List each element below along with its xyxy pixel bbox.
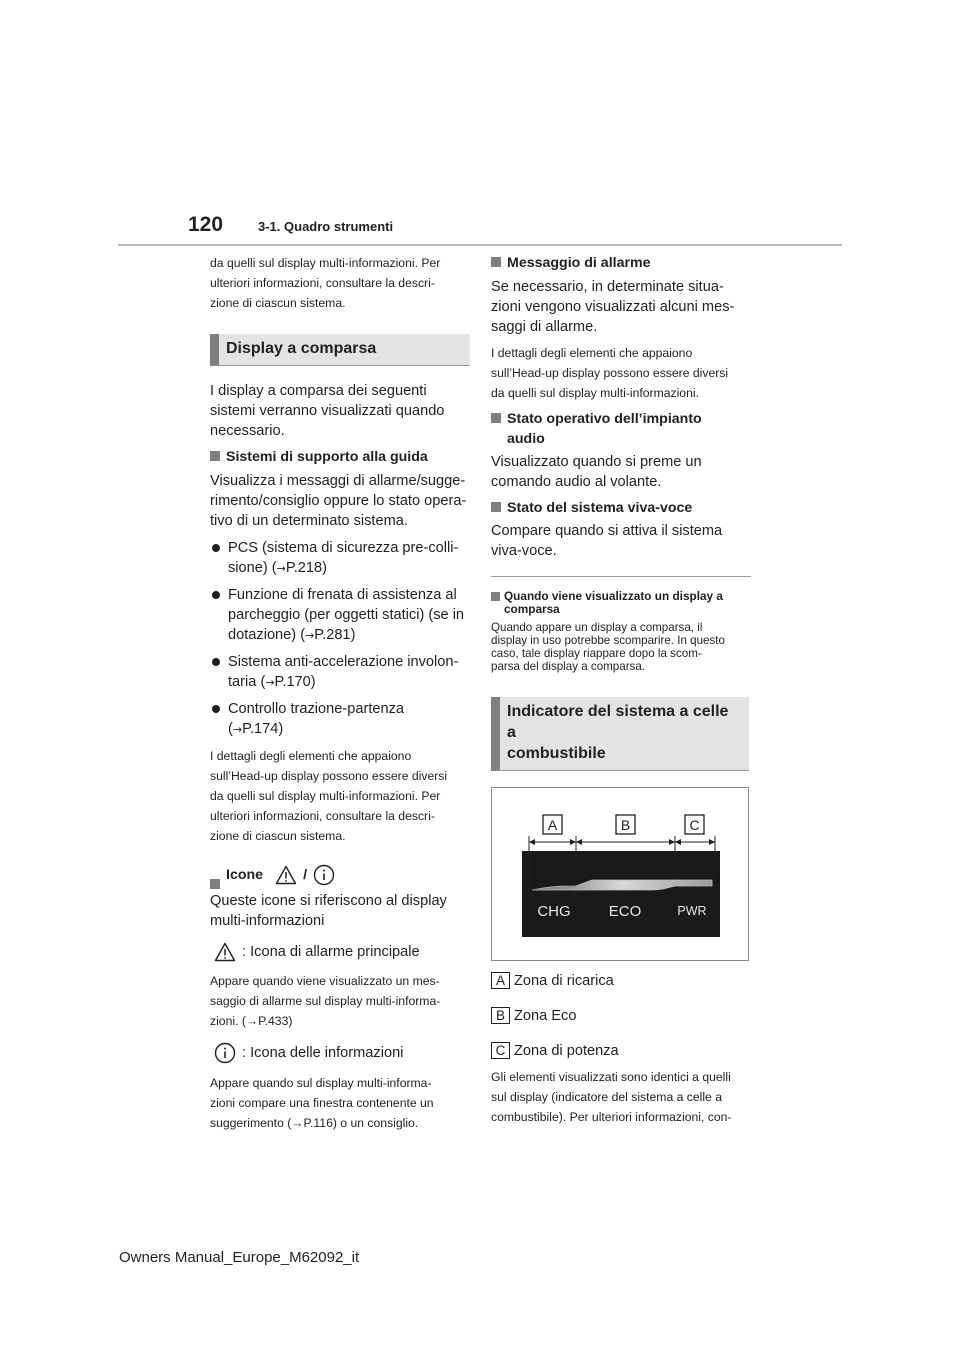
square-bullet-icon	[210, 447, 226, 467]
footer-manual-id: Owners Manual_Europe_M62092_it	[119, 1249, 360, 1266]
note-title: Quando viene visualizzato un display a comparsa	[491, 590, 751, 616]
warning-icon	[275, 865, 297, 885]
marker-a-label: A	[547, 817, 558, 833]
zone-a-marker: A	[491, 972, 510, 989]
support-description: Visualizza i messaggi di allarme/sugge- rimento/consiglio oppure lo stato opera- tivo di un determinato sistema.	[210, 473, 467, 529]
info-icon-legend: : Icona delle informazioni	[210, 1042, 470, 1064]
header-divider	[118, 244, 842, 246]
bullet-traction-control: Controllo trazione-partenza (→P.174)	[210, 699, 470, 740]
gauge-label-chg: CHG	[537, 903, 571, 920]
handsfree-description: Compare quando si attiva il sistema viva-voce.	[491, 523, 723, 559]
alarm-details-note: I dettagli degli elementi che appaiono sull’Head-up display possono essere diversi da quelli sul display multi-informazioni.	[491, 346, 729, 400]
section-title: 3-1. Quadro strumenti	[258, 219, 394, 234]
display-panel	[522, 851, 720, 937]
square-bullet-icon	[491, 590, 504, 616]
zone-b-marker: B	[491, 1007, 510, 1024]
bullet-dot-icon	[210, 585, 228, 646]
popup-description: I display a comparsa dei seguenti sistemi verranno visualizzati quando necessario.	[210, 383, 445, 439]
note-divider	[491, 576, 751, 577]
subheading-icons: Icone /	[210, 864, 470, 886]
square-bullet-icon	[491, 409, 507, 449]
fuel-cell-indicator-figure	[491, 787, 749, 961]
bullet-pcs: PCS (sistema di sicurezza pre-colli- sione) (→P.218)	[210, 538, 470, 579]
page-reference-link[interactable]: P.174	[242, 721, 279, 737]
bullet-anti-acceleration: Sistema anti-accelerazione involon- taria (→P.170)	[210, 652, 470, 693]
heading-fuel-cell-indicator: Indicatore del sistema a celle a combustibile	[491, 697, 749, 771]
subheading-audio-status: Stato operativo dell’impianto audio	[491, 409, 751, 449]
gauge-label-eco: ECO	[608, 903, 642, 920]
zone-c-marker: C	[491, 1042, 510, 1059]
subheading-handsfree-status: Stato del sistema viva-voce	[491, 498, 751, 518]
marker-c-label: C	[689, 817, 700, 833]
square-bullet-icon	[491, 253, 507, 273]
subheading-alarm-message: Messaggio di allarme	[491, 253, 751, 273]
details-note: I dettagli degli elementi che appaiono sull’Head-up display possono essere diversi da quelli sul display multi-informazioni. Per ulteriori informazioni, consultare la descri- zione di ciascun sistema.	[210, 749, 448, 843]
zone-b-item: B Zona Eco	[491, 1006, 751, 1026]
bullet-dot-icon	[210, 699, 228, 740]
page-number: 120	[188, 213, 224, 236]
gauge-label-pwr: PWR	[677, 904, 707, 918]
heading-display-a-comparsa: Display a comparsa	[210, 334, 470, 366]
square-bullet-icon	[491, 498, 507, 518]
zone-c-item: C Zona di potenza	[491, 1041, 751, 1061]
right-column	[491, 253, 751, 1127]
page-reference-link[interactable]: P.218	[285, 560, 323, 576]
zone-a-item: A Zona di ricarica	[491, 971, 751, 991]
fuel-cell-gauge-illustration	[492, 788, 750, 962]
page-reference-link[interactable]: P.170	[274, 674, 311, 690]
info-icon	[214, 1042, 236, 1064]
subheading-support-systems: Sistemi di supporto alla guida	[210, 447, 470, 467]
warning-icon-legend: : Icona di allarme principale	[210, 942, 470, 962]
marker-b-label: B	[620, 817, 631, 833]
icons-description: Queste icone si riferiscono al display multi-informazioni	[210, 893, 447, 929]
intro-text: da quelli sul display multi-informazioni. Per ulteriori informazioni, consultare la descri- zione di ciascun sistema.	[210, 256, 441, 310]
warning-icon-description: Appare quando viene visualizzato un mes- saggio di allarme sul display multi-informa- zioni. (→P.433)	[210, 974, 441, 1028]
bullet-dot-icon	[210, 538, 228, 579]
info-icon	[313, 864, 335, 886]
closing-text: Gli elementi visualizzati sono identici a quelli sul display (indicatore del sistema a celle a combustibile). Per ulteriori informazioni, con-	[491, 1070, 732, 1124]
bullet-dot-icon	[210, 652, 228, 693]
left-column	[210, 253, 470, 1133]
warning-icon	[214, 942, 236, 962]
page-reference-link[interactable]: P.281	[314, 627, 351, 643]
info-icon-description: Appare quando sul display multi-informa- zioni compare una finestra contenente un suggerimento (→P.116) o un consiglio.	[210, 1076, 434, 1130]
audio-description: Visualizzato quando si preme un comando audio al volante.	[491, 454, 702, 490]
bullet-parking-brake: Funzione di frenata di assistenza al parcheggio (per oggetti statici) (se in dotazione) (→P.281)	[210, 585, 470, 646]
alarm-description: Se necessario, in determinate situa- zioni vengono visualizzati alcuni mes- saggi di allarme.	[491, 279, 735, 335]
note-text: Quando appare un display a comparsa, il display in uso potrebbe scomparire. In questo caso, tale display riappare dopo la scom- parsa del display a comparsa.	[491, 621, 725, 673]
